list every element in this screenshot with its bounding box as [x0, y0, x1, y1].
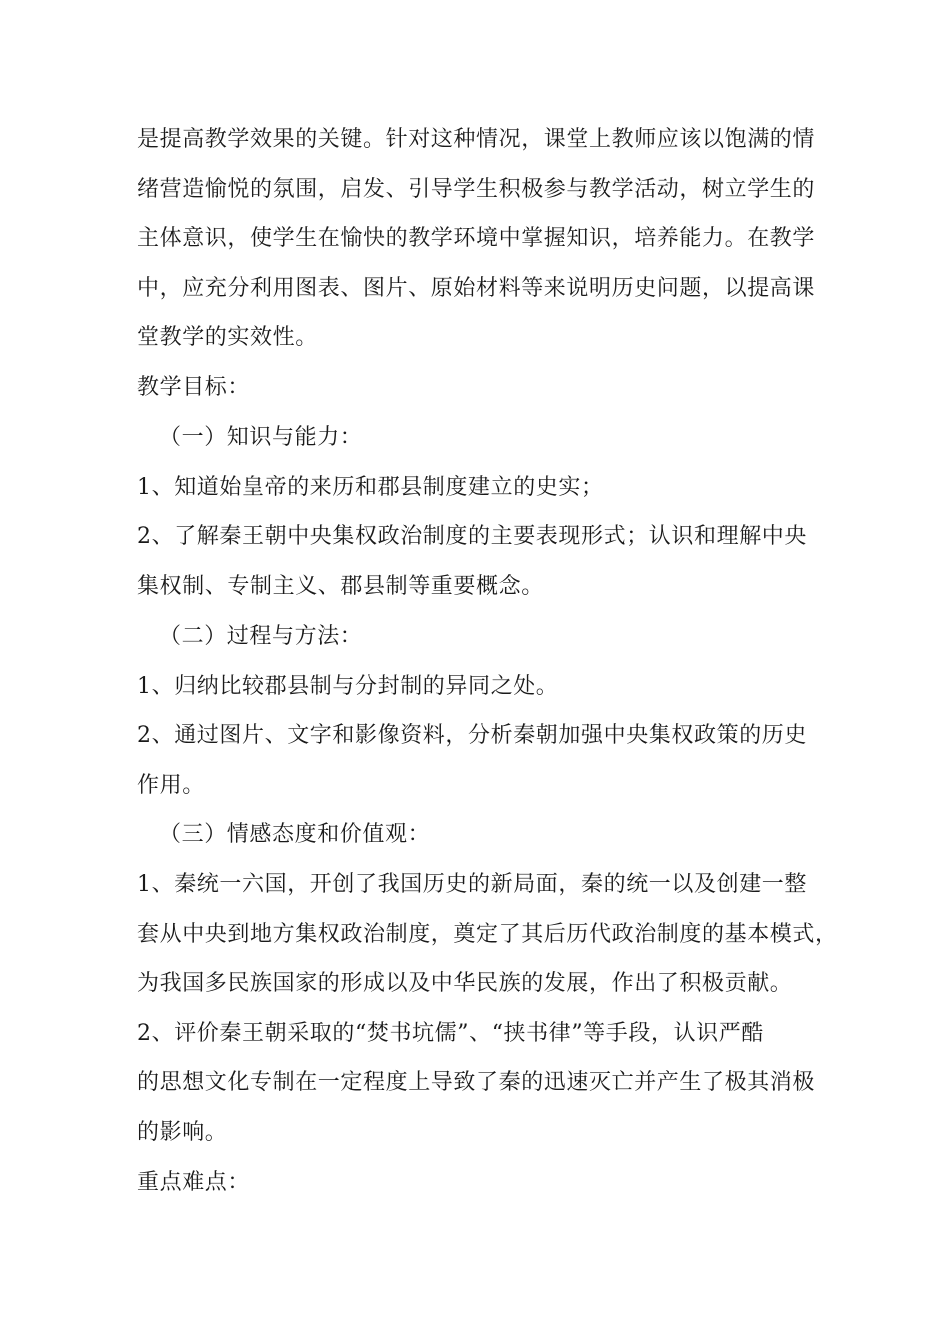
list-item-continuation: 集权制、专制主义、郡县制等重要概念。 — [137, 574, 544, 599]
subsection-heading: （二）过程与方法： — [159, 624, 363, 649]
list-item: 1、知道始皇帝的来历和郡县制度建立的史实； — [137, 475, 604, 500]
list-item-continuation: 作用。 — [137, 773, 205, 798]
list-item: 2、评价秦王朝采取的“焚书坑儒”、“挟书律”等手段，认识严酷 — [137, 1021, 764, 1046]
section-heading: 教学目标： — [137, 375, 251, 400]
list-item: 2、了解秦王朝中央集权政治制度的主要表现形式；认识和理解中央 — [137, 524, 807, 549]
subsection-heading: （三）情感态度和价值观： — [159, 822, 431, 847]
paragraph-line: 主体意识，使学生在愉快的教学环境中掌握知识，培养能力。在教学 — [137, 226, 816, 251]
list-item-continuation: 套从中央到地方集权政治制度，奠定了其后历代政治制度的基本模式， — [137, 922, 838, 947]
list-item: 1、秦统一六国，开创了我国历史的新局面，秦的统一以及创建一整 — [137, 872, 807, 897]
paragraph-line: 绪营造愉悦的氛围，启发、引导学生积极参与教学活动，树立学生的 — [137, 177, 816, 202]
section-heading: 重点难点： — [137, 1170, 251, 1195]
list-item: 2、通过图片、文字和影像资料，分析秦朝加强中央集权政策的历史 — [137, 723, 807, 748]
paragraph-line: 是提高教学效果的关键。针对这种情况，课堂上教师应该以饱满的情 — [137, 127, 816, 152]
list-item-continuation: 为我国多民族国家的形成以及中华民族的发展，作出了积极贡献。 — [137, 971, 793, 996]
paragraph-line: 中，应充分利用图表、图片、原始材料等来说明历史问题，以提高课 — [137, 276, 816, 301]
subsection-heading: （一）知识与能力： — [159, 425, 363, 450]
list-item-continuation: 的影响。 — [137, 1120, 228, 1145]
paragraph-line: 堂教学的实效性。 — [137, 325, 318, 350]
list-item-continuation: 的思想文化专制在一定程度上导致了秦的迅速灭亡并产生了极其消极 — [137, 1070, 816, 1095]
list-item: 1、归纳比较郡县制与分封制的异同之处。 — [137, 674, 559, 699]
